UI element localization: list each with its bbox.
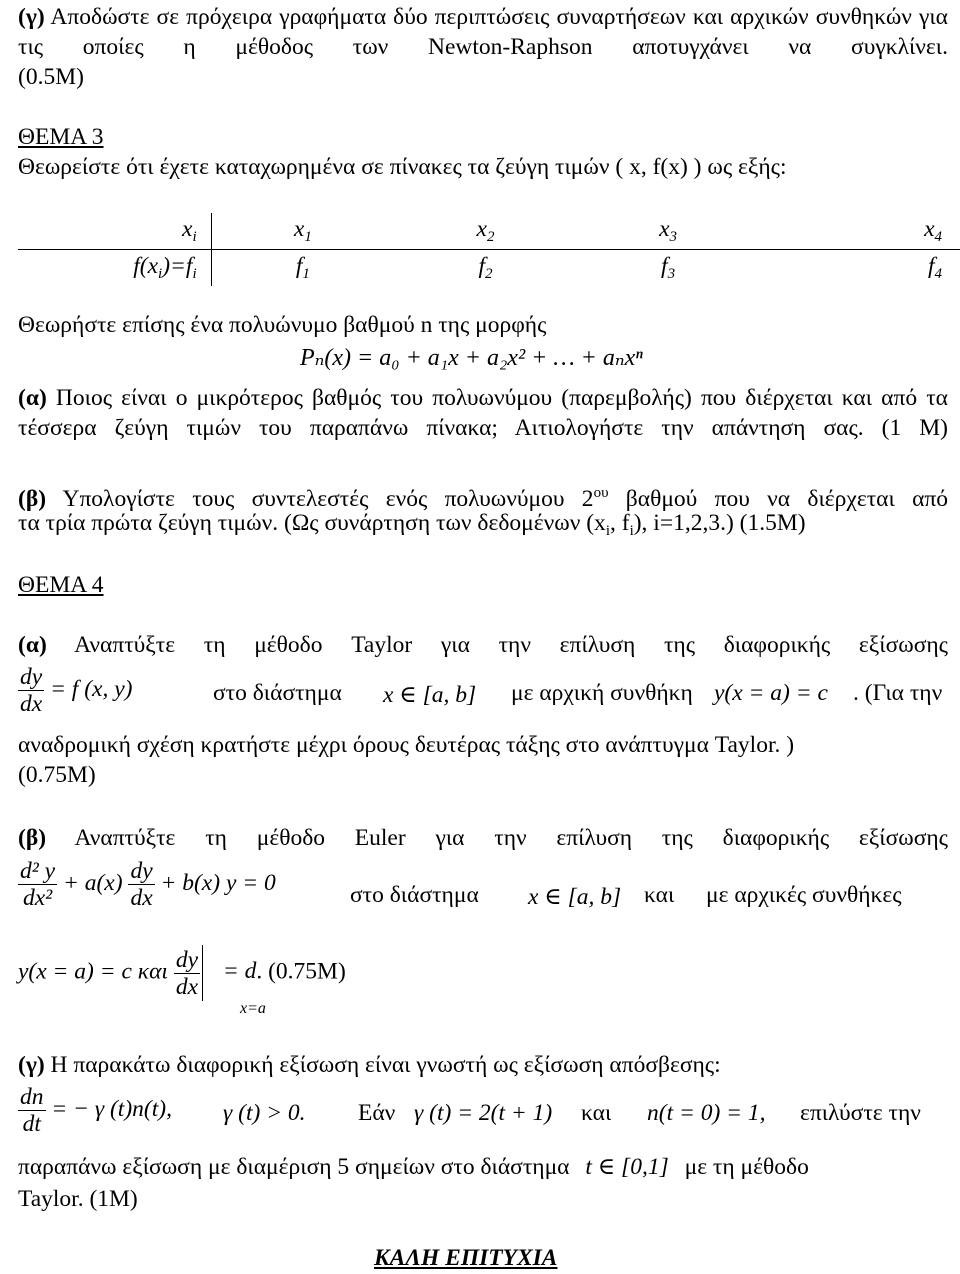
- theme3-part-b-line1: (β) Υπολογίστε τους συντελεστές ενός πολυωνύμου $2^{o\upsilon}$ βαθμού που να διέρχεται από: [18, 485, 948, 512]
- theme4-part-b-conditions: y(x = a) = c και $\frac{dy}{dx}$ = d. (0.75Μ): [18, 946, 346, 1000]
- theme3-heading: ΘΕΜΑ 3: [18, 124, 104, 150]
- poly-formula: Pₙ(x) = a₀ + a₁x + a₂x² + … + aₙxⁿ: [300, 345, 643, 371]
- initial-condition: y(x = a) = c: [714, 680, 828, 706]
- theme4-part-c-line1: (γ) Η παρακάτω διαφορική εξίσωση είναι γνωστή ως εξίσωση απόσβεσης:: [18, 1052, 721, 1078]
- part-label: (α): [18, 385, 47, 411]
- question-text: Αποδώστε σε πρόχειρα γραφήματα δύο περιπτώσεις συναρτήσεων και αρχικών συνθηκών για τις οποίες η μέθοδος των Newton-Raphson αποτυγχάνει να συγκλίνει.: [18, 4, 948, 60]
- table-row: [18, 213, 960, 250]
- poly-intro: Θεωρήστε επίσης ένα πολυώνυμο βαθμού n της μορφής: [18, 312, 547, 338]
- table-cell: $x_3$: [577, 213, 760, 250]
- part-label: (β): [18, 825, 47, 851]
- table-header-cell: $x_i$: [18, 213, 211, 250]
- interval: x ∈ [a, b]: [528, 884, 622, 910]
- table-cell: $f_3$: [661, 253, 676, 282]
- theme4-part-c-line2: παραπάνω εξίσωση με διαμέριση 5 σημείων στο διάστημα t ∈ [0,1] με τη μέθοδο: [18, 1154, 809, 1180]
- theme4-part-a-points: (0.75Μ): [18, 762, 96, 788]
- table-cell: $f_2$: [478, 253, 493, 282]
- theme3-part-b-line2: τα τρία πρώτα ζεύγη τιμών. (Ως συνάρτηση των δεδομένων ($x_i$, $f_i$), i=1,2,3.) (1.5Μ): [18, 510, 806, 539]
- part-label: (γ): [18, 1052, 45, 1078]
- theme3-intro: Θεωρείστε ότι έχετε καταχωρημένα σε πίνακες τα ζεύγη τιμών ( x, f(x) ) ως εξής:: [18, 154, 787, 180]
- table-cell: $f_1$: [295, 253, 310, 282]
- part-label: (α): [18, 632, 47, 658]
- part-text: Ποιος είναι ο μικρότερος βαθμός του πολυωνύμου (παρεμβολής) που διέρχεται και από τα τέσσερα ζεύγη τιμών του παραπάνω πίνακα; Αιτιολογήστε την απάντηση σας. (1 Μ): [18, 385, 948, 441]
- theme4-part-c-equation: $\frac{dn}{dt}$ = − γ (t)n(t),: [20, 1084, 172, 1137]
- question-points: (0.5Μ): [18, 64, 84, 90]
- theme4-part-c-line3: Taylor. (1Μ): [18, 1186, 138, 1212]
- table-header-cell: $f(x_i)=f_i$: [18, 250, 211, 287]
- table-cell: $x_1$: [211, 213, 394, 250]
- theme4-part-b-equation: $\frac{\text{d² y}}{\text{dx²}}$ + a(x) $\frac{dy}{dx}$ + b(x) y = 0: [20, 858, 276, 911]
- theme4-part-b-line1: (β) Αναπτύξτε τη μέθοδο Euler για την επίλυση της διαφορικής εξίσωσης: [18, 825, 948, 851]
- theme4-part-a-line1: (α) Αναπτύξτε τη μέθοδο Taylor για την επίλυση της διαφορικής εξίσωσης: [18, 632, 948, 658]
- values-table: [18, 213, 960, 286]
- theme4-part-a-equation: $\frac{dy}{dx}$ = f (x, y): [20, 664, 133, 717]
- theme3-part-a-line1: [18, 383, 948, 443]
- table-cell: $f_4$: [927, 253, 942, 282]
- part-label: (β): [18, 486, 47, 512]
- question-gamma-prev: [18, 2, 948, 62]
- interval: x ∈ [a, b]: [383, 682, 477, 708]
- question-label: (γ): [18, 4, 45, 30]
- table-row: [18, 250, 960, 287]
- closing-wish: ΚΑΛΗ ΕΠΙΤΥΧΙΑ: [374, 1245, 558, 1271]
- theme4-part-a-line3: αναδρομική σχέση κρατήστε μέχρι όρους δευτέρας τάξης στο ανάπτυγμα Taylor. ): [18, 732, 795, 758]
- table-cell: $x_4$: [759, 213, 960, 250]
- table-cell: $x_2$: [394, 213, 577, 250]
- theme4-heading: ΘΕΜΑ 4: [18, 572, 104, 598]
